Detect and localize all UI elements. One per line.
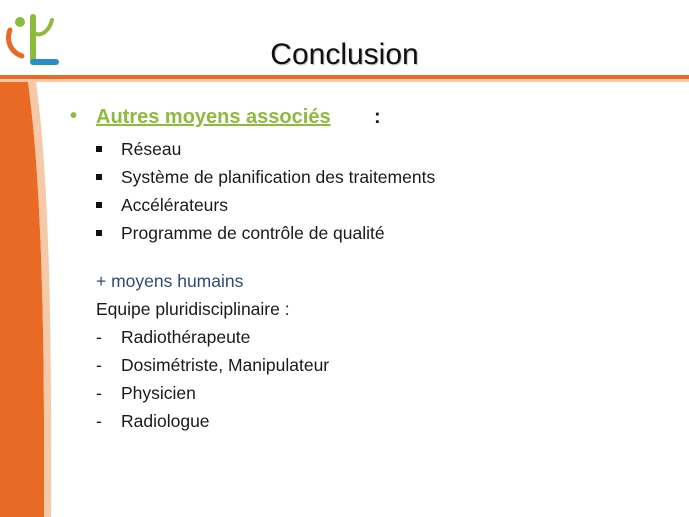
dash-bullet: - bbox=[96, 355, 102, 375]
list-item-label: Accélérateurs bbox=[121, 195, 228, 215]
square-bullet-icon bbox=[96, 174, 102, 180]
dash-bullet: - bbox=[96, 327, 102, 347]
square-bullet-icon bbox=[96, 202, 102, 208]
slide-content bbox=[70, 106, 670, 436]
list-item bbox=[70, 352, 670, 380]
section-heading bbox=[70, 106, 670, 136]
list-item-label: Radiothérapeute bbox=[121, 327, 251, 347]
title-underline bbox=[0, 75, 689, 83]
slide-title: Conclusion bbox=[270, 38, 419, 71]
list-item bbox=[70, 192, 670, 220]
dash-bullet: - bbox=[96, 411, 102, 431]
team-label: Equipe pluridisciplinaire : bbox=[96, 299, 290, 319]
list-item bbox=[70, 164, 670, 192]
list-item-label: Réseau bbox=[121, 139, 182, 159]
square-bullet-icon bbox=[96, 146, 102, 152]
section-heading-label: Autres moyens associés bbox=[96, 106, 331, 128]
list-item bbox=[70, 220, 670, 248]
list-item-label: Physicien bbox=[121, 383, 196, 403]
list-item-label: Radiologue bbox=[121, 411, 210, 431]
tools-list bbox=[70, 136, 670, 248]
humans-label: + moyens humains bbox=[96, 271, 244, 291]
dash-bullet: - bbox=[96, 383, 102, 403]
square-bullet-icon bbox=[96, 230, 102, 236]
list-item bbox=[70, 380, 670, 408]
section-heading-colon: : bbox=[374, 106, 381, 128]
list-item bbox=[70, 408, 670, 436]
list-item-label: Système de planification des traitements bbox=[121, 167, 436, 187]
list-item-label: Dosimétriste, Manipulateur bbox=[121, 355, 330, 375]
list-item bbox=[70, 136, 670, 164]
list-item-label: Programme de contrôle de qualité bbox=[121, 223, 385, 243]
list-item bbox=[70, 324, 670, 352]
section-heading-text bbox=[96, 106, 331, 129]
team-list bbox=[70, 324, 670, 436]
bullet-dot-icon: • bbox=[70, 105, 78, 127]
